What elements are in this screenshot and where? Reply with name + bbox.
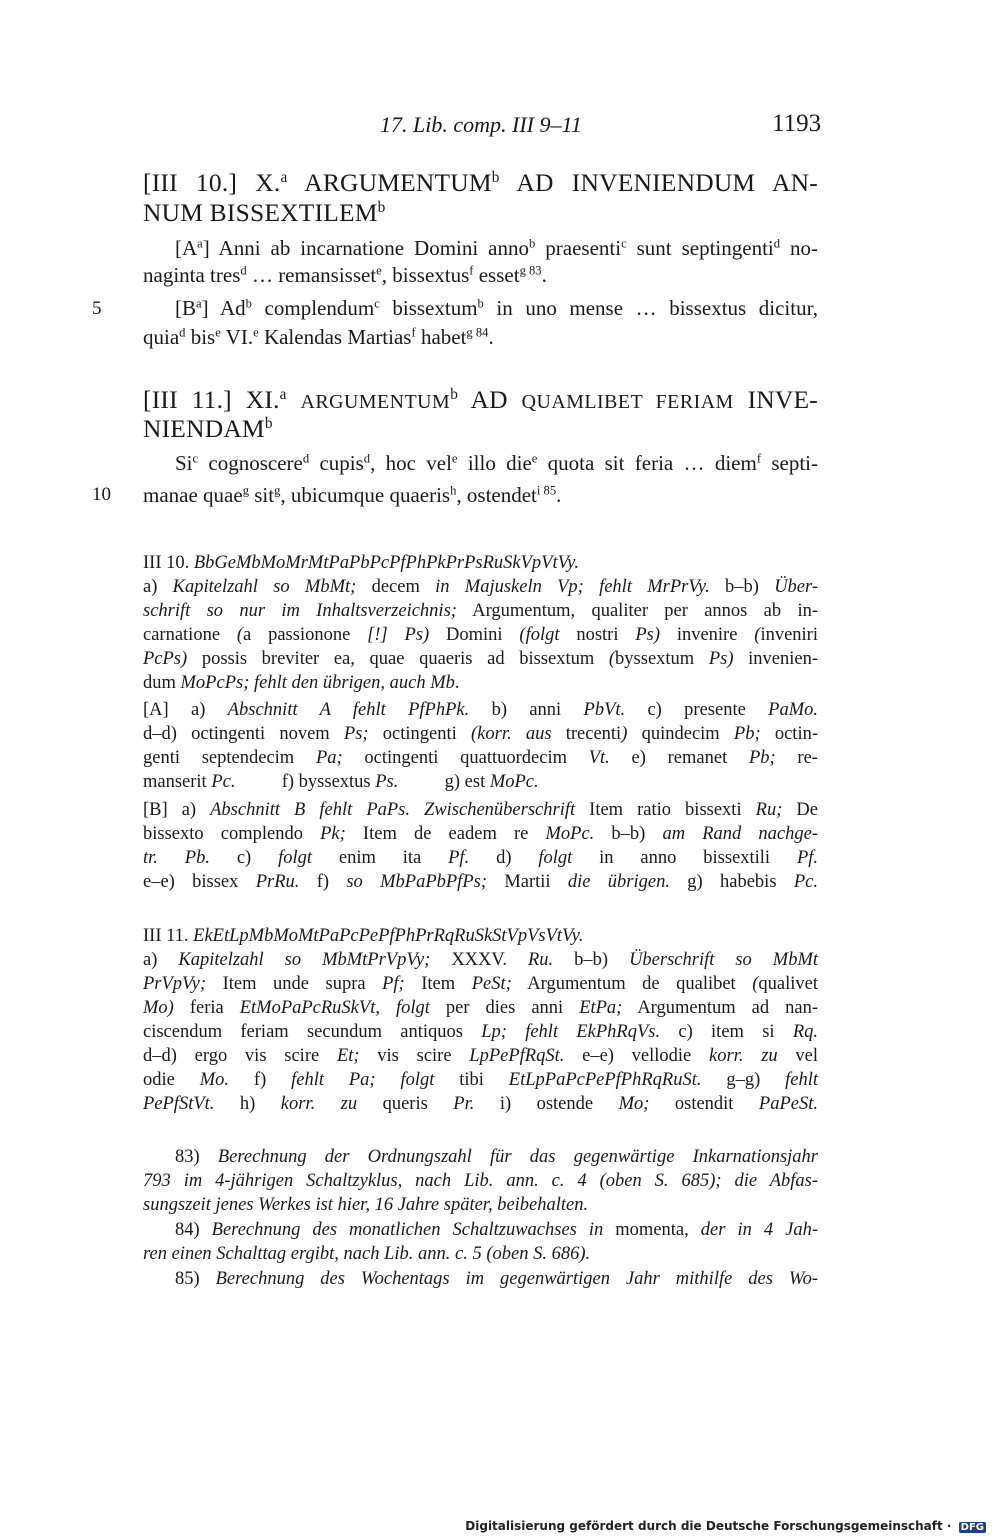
line-number-5: 5 [92,298,102,319]
running-title: 17. Lib. comp. III 9–11 [380,112,582,137]
dfg-logo: DFG [960,1522,984,1533]
line-number-10: 10 [92,484,111,505]
footer-text: Digitalisierung gefördert durch die Deutsche Forschungsgemeinschaft · [465,1519,952,1533]
page-number: 1193 [772,110,822,137]
digitization-footer [465,1519,986,1533]
